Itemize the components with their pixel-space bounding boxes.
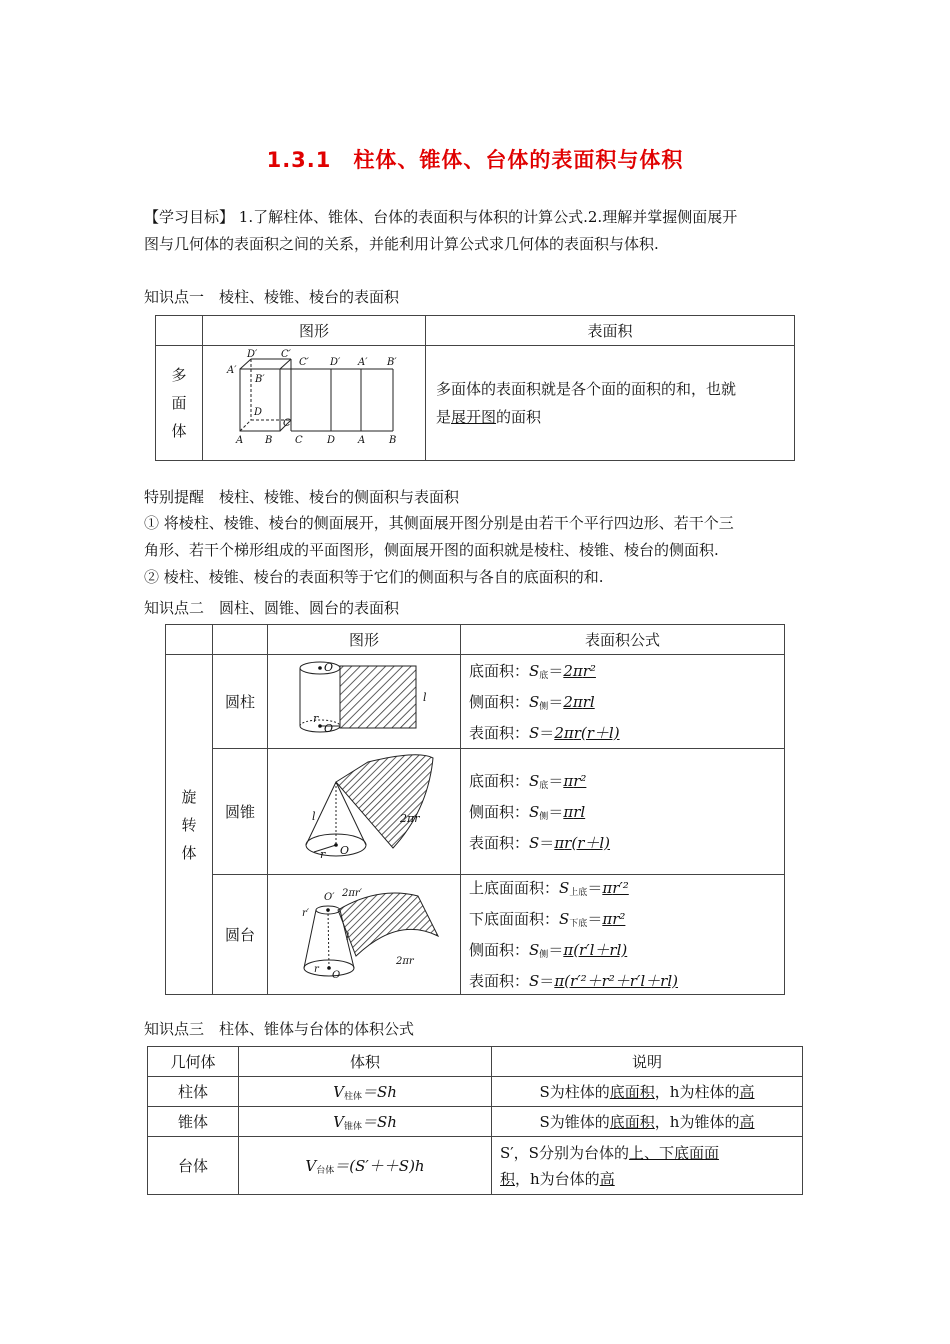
table-row bbox=[148, 1137, 803, 1195]
formula-line: 侧面积：$S_侧=\pi rl$ bbox=[469, 802, 586, 822]
svg-text:A′: A′ bbox=[227, 365, 237, 376]
formula-line: 表面积：S＝π(r′²＋r²＋r′l＋rl) bbox=[469, 972, 678, 990]
svg-text:O: O bbox=[340, 843, 350, 857]
label-c-prime: C′ bbox=[281, 349, 291, 360]
solid-name: 台体 bbox=[148, 1137, 239, 1195]
svg-text:C′: C′ bbox=[299, 357, 309, 368]
volume-note: S为柱体的底面积，h为柱体的高 bbox=[492, 1077, 803, 1107]
table-corner bbox=[166, 625, 213, 655]
frustum-figure bbox=[268, 875, 461, 995]
objectives-label: 【学习目标】 bbox=[144, 208, 235, 226]
svg-text:D: D bbox=[254, 407, 263, 418]
polyhedron-area-desc: 多面体的表面积就是各个面的面积的和，也就 是展开图的面积 bbox=[426, 346, 795, 461]
col-header-figure: 图形 bbox=[203, 316, 426, 346]
frustum-diagram bbox=[268, 876, 460, 994]
net-term: 展开图 bbox=[451, 408, 497, 426]
svg-text:l: l bbox=[423, 690, 427, 704]
formula-line: 上底面面积：$S_{上底}=\pi r'^2$ bbox=[469, 879, 629, 898]
cylinder-formulas bbox=[461, 655, 785, 749]
section-heading-2: 知识点二 圆柱、圆锥、圆台的表面积 bbox=[144, 599, 400, 617]
label-d-prime: D′ bbox=[247, 349, 258, 360]
svg-text:B: B bbox=[389, 435, 397, 446]
frustum-formulas bbox=[461, 875, 785, 995]
table-corner-2 bbox=[213, 625, 268, 655]
page-title: 1.3.1 柱体、锥体、台体的表面积与体积 bbox=[266, 148, 684, 172]
group-label-revolution: 旋 转 体 bbox=[166, 655, 213, 995]
cone-figure bbox=[268, 749, 461, 875]
svg-text:A: A bbox=[358, 435, 366, 446]
svg-text:l: l bbox=[346, 931, 350, 943]
prism-net-diagram bbox=[203, 346, 425, 460]
cone-formulas bbox=[461, 749, 785, 875]
cone-diagram bbox=[268, 750, 460, 874]
svg-text:B: B bbox=[265, 435, 273, 446]
solid-name: 锥体 bbox=[148, 1107, 239, 1137]
volume-table bbox=[147, 1046, 803, 1195]
svg-text:D′: D′ bbox=[330, 357, 341, 368]
volume-note: S′，S分别为台体的上、下底面面 积，h为台体的高 bbox=[492, 1137, 803, 1195]
svg-text:O′: O′ bbox=[324, 891, 335, 903]
col-header-figure: 图形 bbox=[268, 625, 461, 655]
formula-line: 底面积：$S_底=2\pi r^2$ bbox=[469, 661, 596, 681]
svg-text:A′: A′ bbox=[358, 357, 368, 368]
svg-text:2πr′: 2πr′ bbox=[342, 887, 362, 899]
tip-body: ① 将棱柱、棱锥、棱台的侧面展开，其侧面展开图分别是由若干个平行四边形、若干个三 角形、若干个梯形组成的平面图形，侧面展开图的面积就是棱柱、棱锥、棱台的侧面积. ② 棱柱、棱锥、棱台的表面积等于它们的侧面积与各自的底面积的和. bbox=[144, 514, 734, 586]
formula-line: 侧面积：$S_侧=\pi(r'l+rl)$ bbox=[469, 941, 628, 960]
svg-text:B′: B′ bbox=[255, 374, 265, 385]
svg-text:r′: r′ bbox=[302, 907, 310, 919]
svg-text:O: O bbox=[332, 969, 341, 981]
prism-net-figure bbox=[203, 346, 426, 461]
col-header-solid: 几何体 bbox=[148, 1047, 239, 1077]
section-heading-3: 知识点三 柱体、锥体与台体的体积公式 bbox=[144, 1020, 415, 1038]
svg-text:l: l bbox=[312, 809, 316, 823]
col-header-volume: 体积 bbox=[239, 1047, 492, 1077]
revolution-table bbox=[165, 624, 785, 995]
svg-text:C: C bbox=[295, 435, 303, 446]
solid-name: 柱体 bbox=[148, 1077, 239, 1107]
volume-note: S为锥体的底面积，h为锥体的高 bbox=[492, 1107, 803, 1137]
formula-line: 下底面面积：$S_{下底}=\pi r^2$ bbox=[469, 910, 626, 929]
svg-text:B′: B′ bbox=[387, 357, 397, 368]
svg-text:2πr: 2πr bbox=[400, 811, 420, 825]
volume-formula: $V_{柱体}=Sh$ bbox=[239, 1077, 492, 1107]
svg-text:A: A bbox=[236, 435, 244, 446]
svg-text:O: O bbox=[324, 721, 334, 735]
volume-formula: $V_{台体}=(S'++S)h$ bbox=[239, 1137, 492, 1195]
tip-heading: 特别提醒 棱柱、棱锥、棱台的侧面积与表面积 bbox=[144, 488, 460, 506]
svg-text:2πr: 2πr bbox=[396, 955, 414, 967]
col-header-area: 表面积 bbox=[426, 316, 795, 346]
table-corner bbox=[156, 316, 203, 346]
volume-formula: $V_{锥体}=Sh$ bbox=[239, 1107, 492, 1137]
formula-line: 侧面积：$S_侧=2\pi rl$ bbox=[469, 692, 595, 712]
polyhedron-table bbox=[155, 315, 795, 461]
row-name-frustum: 圆台 bbox=[213, 875, 268, 995]
section-heading-1: 知识点一 棱柱、棱锥、棱台的表面积 bbox=[144, 288, 400, 306]
svg-text:r: r bbox=[320, 847, 326, 861]
formula-line: 表面积：S＝πr(r＋l) bbox=[469, 833, 611, 852]
row-name-cylinder: 圆柱 bbox=[213, 655, 268, 749]
svg-text:r: r bbox=[314, 963, 319, 975]
svg-text:C: C bbox=[283, 418, 291, 429]
col-header-note: 说明 bbox=[492, 1047, 803, 1077]
table-row bbox=[148, 1107, 803, 1137]
col-header-formula: 表面积公式 bbox=[461, 625, 785, 655]
svg-text:D: D bbox=[327, 435, 336, 446]
table-row bbox=[148, 1077, 803, 1107]
objectives-line-1: 1.了解柱体、锥体、台体的表面积与体积的计算公式.2.理解并掌握侧面展开 bbox=[238, 208, 738, 226]
formula-line: 底面积：$S_底=\pi r^2$ bbox=[469, 771, 587, 791]
row-label-polyhedron: 多 面 体 bbox=[156, 346, 203, 461]
cylinder-figure bbox=[268, 655, 461, 749]
learning-objectives bbox=[144, 204, 804, 258]
row-name-cone: 圆锥 bbox=[213, 749, 268, 875]
svg-text:O: O bbox=[324, 660, 334, 674]
formula-line: 表面积：S＝2πr(r＋l) bbox=[469, 723, 620, 742]
svg-text:r: r bbox=[313, 711, 319, 725]
cylinder-diagram bbox=[268, 656, 460, 748]
objectives-line-2: 图与几何体的表面积之间的关系，并能利用计算公式求几何体的表面积与体积. bbox=[144, 235, 659, 253]
